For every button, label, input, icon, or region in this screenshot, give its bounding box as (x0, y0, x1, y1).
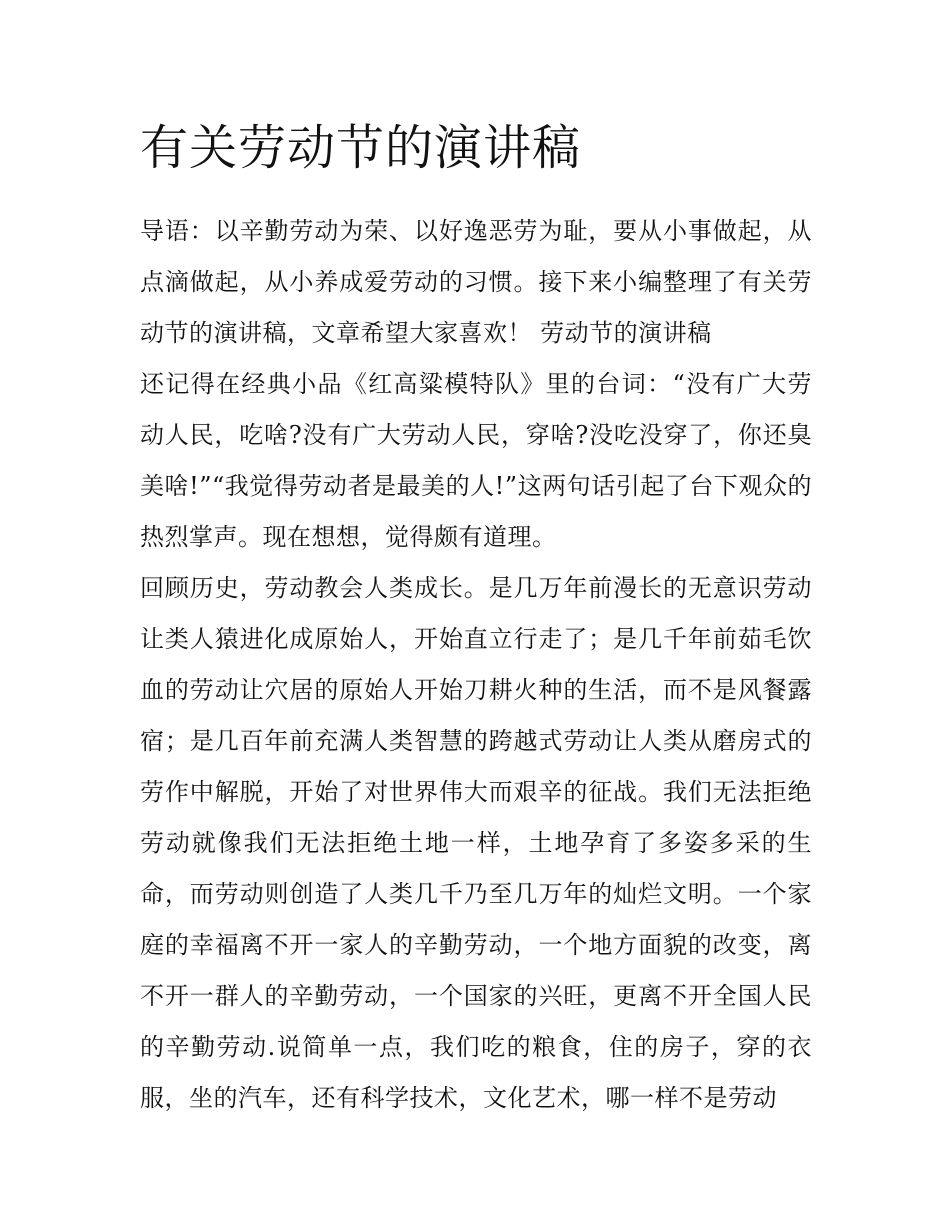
paragraph-sketch-quote: 还记得在经典小品《红高粱模特队》里的台词：“没有广大劳动人民，吃啥?没有广大劳动人民，穿啥?没吃没穿了，你还臭美啥!”“我觉得劳动者是最美的人!”这两句话引起了台下观众的热烈掌声。现在想想，觉得颇有道理。 (140, 370, 812, 551)
document-body (140, 112, 812, 1124)
paragraph-intro: 导语：以辛勤劳动为荣、以好逸恶劳为耻，要从小事做起，从点滴做起，从小养成爱劳动的习惯。接下来小编整理了有关劳动节的演讲稿，文章希望大家喜欢！ 劳动节的演讲稿 (140, 217, 812, 347)
document-title: 有关劳动节的演讲稿 (140, 120, 582, 176)
paragraph-history: 回顾历史，劳动教会人类成长。是几万年前漫长的无意识劳动让类人猿进化成原始人，开始直立行走了；是几千年前茹毛饮血的劳动让穴居的原始人开始刀耕火种的生活，而不是风餐露宿；是几百年前充满人类智慧的跨越式劳动让人类从磨房式的劳作中解脱，开始了对世界伟大而艰辛的征战。我们无法拒绝劳动就像我们无法拒绝土地一样，土地孕育了多姿多采的生命，而劳动则创造了人类几千乃至几万年的灿烂文明。一个家庭的幸福离不开一家人的辛勤劳动，一个地方面貌的改变，离不开一群人的辛勤劳动，一个国家的兴旺，更离不开全国人民的辛勤劳动.说简单一点，我们吃的粮食，住的房子，穿的衣服，坐的汽车，还有科学技术，文化艺术，哪一样不是劳动 (140, 574, 812, 1112)
